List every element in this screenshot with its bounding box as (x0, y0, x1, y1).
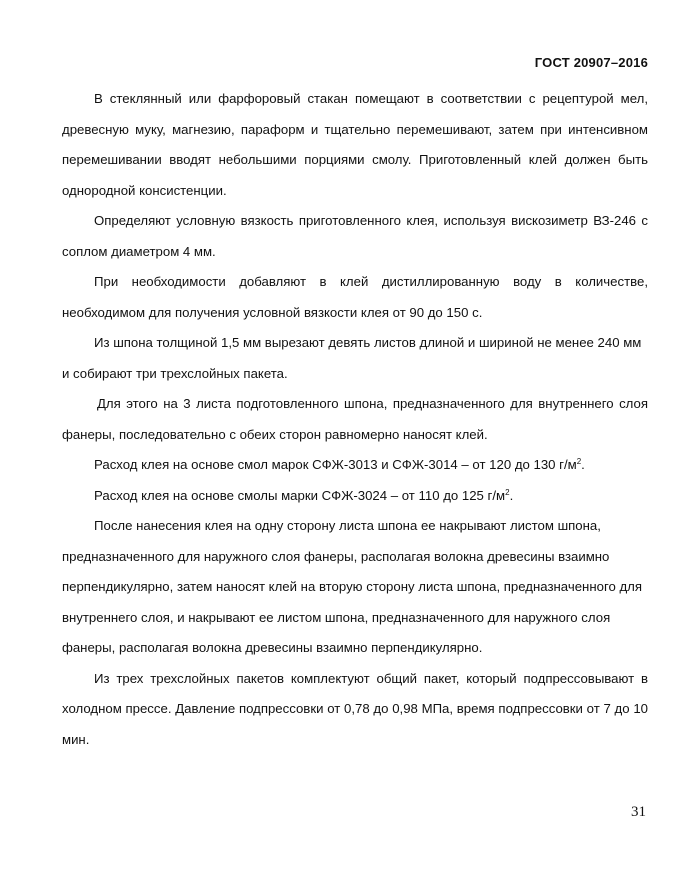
unit-superscript: 2 (505, 487, 510, 497)
consumption-3013-text: Расход клея на основе смол марок СФЖ-3013 и СФЖ-3014 – от 120 до 130 г/м (94, 457, 577, 472)
paragraph-assembly: После нанесения клея на одну сторону листа шпона ее накрывают листом шпона, предназначенного для наружного слоя фанеры, располагая волокна древесины взаимно перпендикулярно, затем наносят клей на вторую сторону листа шпона, предназначенного для внутреннего слоя, и накрывают ее листом шпона, предназначенного для наружного слоя фанеры, располагая волокна древесины взаимно перпендикулярно. (62, 518, 643, 655)
document-header (535, 55, 648, 70)
consumption-3024-text: Расход клея на основе смолы марки СФЖ-3024 – от 110 до 125 г/м (94, 487, 506, 503)
page-number: 31 (631, 804, 646, 820)
consumption-3024-end: . (509, 487, 514, 503)
unit-superscript: 2 (576, 457, 582, 466)
paragraph-consumption-3013 (62, 450, 648, 481)
paragraph-glue-application: Для этого на 3 листа подготовленного шпона, предназначенного для внутреннего слоя фанеры, последовательно с обеих сторон равномерно наносят клей. (62, 396, 648, 442)
document-body (62, 84, 648, 755)
paragraph-veneer-cutting: Из шпона толщиной 1,5 мм вырезают девять листов длиной и шириной не менее 240 мм и собирают три трехслойных пакета. (62, 335, 642, 381)
paragraph-water: При необходимости добавляют в клей дистиллированную воду в количестве, необходимом для получения условной вязкости клея от 90 до 150 с. (62, 274, 648, 320)
document-id: ГОСТ 20907–2016 (534, 55, 648, 70)
paragraph-mixing: В стеклянный или фарфоровый стакан помещают в соответствии с рецептурой мел, древесную муку, магнезию, параформ и тщательно перемешивают, затем при интенсивном перемешивании вводят небольшими порциями смолу. Приготовленный клей должен быть однородной консистенции. (62, 91, 648, 198)
paragraph-consumption-3024 (62, 481, 648, 512)
paragraph-pressing: Из трех трехслойных пакетов комплектуют общий пакет, который подпрессовывают в холодном прессе. Давление подпрессовки от 0,78 до 0,98 МПа, время подпрессовки от 7 до 10 мин. (62, 670, 648, 747)
paragraph-viscosity: Определяют условную вязкость приготовленного клея, используя вискозиметр ВЗ-246 с соплом диаметром 4 мм. (62, 213, 648, 259)
consumption-3013-end: . (581, 457, 585, 472)
